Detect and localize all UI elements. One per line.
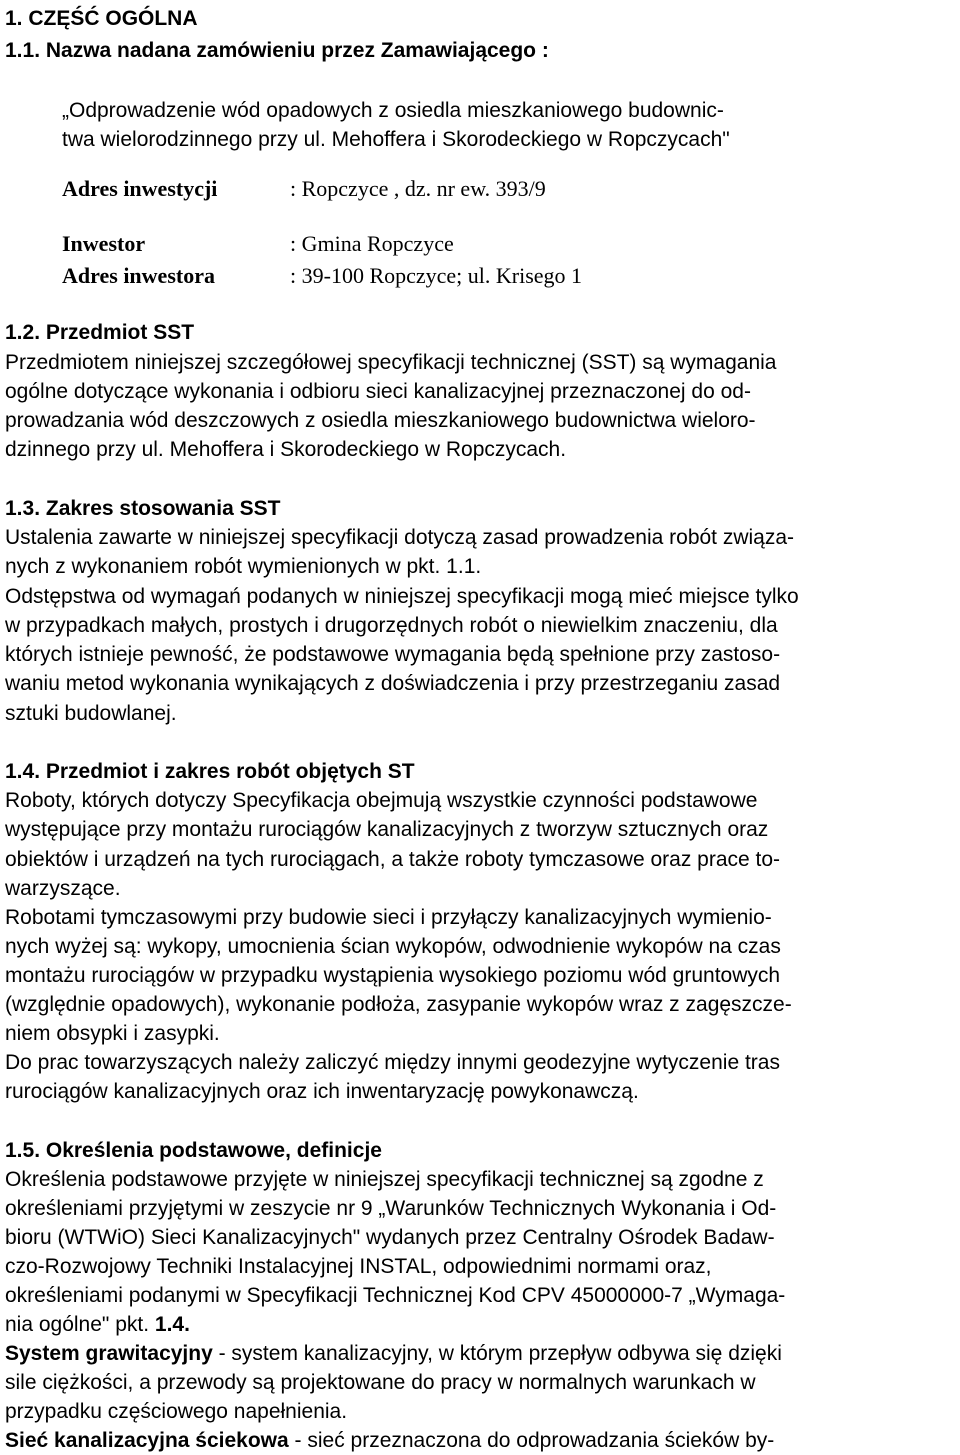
paragraph-line: określeniami podanymi w Specyfikacji Technicznej Kod CPV 45000000-7 „Wymaga- (5, 1284, 786, 1307)
paragraph-line: waniu metod wykonania wynikających z doświadczenia i przy przestrzeganiu zasad (5, 672, 781, 695)
heading-1-4: 1.4. Przedmiot i zakres robót objętych ST (5, 760, 415, 783)
paragraph-line: montażu rurociągów w przypadku wystąpienia wysokiego poziomu wód gruntowych (5, 964, 781, 987)
paragraph-line: Robotami tymczasowymi przy budowie sieci i przyłączy kanalizacyjnych wymienio- (5, 906, 772, 929)
paragraph-line: Do prac towarzyszących należy zaliczyć między innymi geodezyjne wytyczenie tras (5, 1051, 780, 1074)
paragraph-line: których istnieje pewność, że podstawowe wymagania będą spełnione przy zastoso- (5, 643, 781, 666)
paragraph-line: rurociągów kanalizacyjnych oraz ich inwentaryzację powykonawczą. (5, 1080, 639, 1103)
heading-1-3: 1.3. Zakres stosowania SST (5, 497, 281, 520)
section-title: 1. CZĘŚĆ OGÓLNA (5, 7, 198, 30)
heading-1-5: 1.5. Określenia podstawowe, definicje (5, 1139, 382, 1162)
definition-gravity-system (5, 1339, 782, 1368)
info-value-investor-address: : 39-100 Ropczyce; ul. Krisego 1 (290, 263, 583, 288)
paragraph-line: nych z wykonaniem robót wymienionych w pkt. 1.1. (5, 555, 482, 578)
paragraph-line: Określenia podstawowe przyjęte w niniejszej specyfikacji technicznej są zgodne z (5, 1168, 764, 1191)
paragraph-line: niem obsypki i zasypki. (5, 1022, 220, 1045)
definition-text: - system kanalizacyjny, w którym przepływ odbywa się dzięki (212, 1342, 782, 1365)
paragraph-line: czo-Rozwojowy Techniki Instalacyjnej INSTAL, odpowiednimi normami oraz, (5, 1255, 712, 1278)
paragraph-line: prowadzania wód deszczowych z osiedla mieszkaniowego budownictwa wieloro- (5, 409, 756, 432)
heading-1-2: 1.2. Przedmiot SST (5, 321, 195, 344)
paragraph-line: bioru (WTWiO) Sieci Kanalizacyjnych" wydanych przez Centralny Ośrodek Badaw- (5, 1226, 775, 1249)
paragraph-line: Ustalenia zawarte w niniejszej specyfikacji dotyczą zasad prowadzenia robót związa- (5, 526, 795, 549)
info-value-investment-address: : Ropczyce , dz. nr ew. 393/9 (290, 176, 546, 201)
paragraph-line: dzinnego przy ul. Mehoffera i Skorodeckiego w Ropczycach. (5, 438, 567, 461)
paragraph-line: przypadku częściowego napełnienia. (5, 1400, 348, 1423)
paragraph-line: warzyszące. (5, 877, 121, 900)
paragraph-line: sile ciężkości, a przewody są projektowane do pracy w normalnych warunkach w (5, 1371, 756, 1394)
paragraph-line (5, 1310, 190, 1339)
definition-term: Sieć kanalizacyjna ściekowa (5, 1429, 289, 1452)
paragraph-line: ogólne dotyczące wykonania i odbioru sieci kanalizacyjnej przeznaczonej do od- (5, 380, 751, 403)
info-label-investor-address: Adres inwestora (62, 263, 215, 288)
paragraph-line: określeniami przyjętymi w zeszycie nr 9 „Warunków Technicznych Wykonania i Od- (5, 1197, 777, 1220)
paragraph-line: nych wyżej są: wykopy, umocnienia ścian wykopów, odwodnienie wykopów na czas (5, 935, 781, 958)
reference-number: 1.4. (154, 1313, 190, 1336)
order-name-line-2: twa wielorodzinnego przy ul. Mehoffera i Skorodeckiego w Ropczycach" (62, 128, 730, 151)
subsection-heading-1-1: 1.1. Nazwa nadana zamówieniu przez Zamawiającego : (5, 39, 549, 62)
paragraph-line: Roboty, których dotyczy Specyfikacja obejmują wszystkie czynności podstawowe (5, 789, 758, 812)
order-name-line-1: „Odprowadzenie wód opadowych z osiedla mieszkaniowego budownic- (62, 99, 724, 122)
definition-text: - sieć przeznaczona do odprowadzania ścieków by- (288, 1429, 775, 1452)
definition-sewage-network (5, 1426, 774, 1455)
paragraph-line: Odstępstwa od wymagań podanych w niniejszej specyfikacji mogą mieć miejsce tylko (5, 585, 799, 608)
definition-term: System grawitacyjny (5, 1342, 213, 1365)
paragraph-line: obiektów i urządzeń na tych rurociągach, a także roboty tymczasowe oraz prace to- (5, 848, 781, 871)
paragraph-line: sztuki budowlanej. (5, 702, 177, 725)
info-value-investor: : Gmina Ropczyce (290, 231, 454, 256)
paragraph-text: nia ogólne" pkt. (5, 1313, 155, 1336)
info-label-investment-address: Adres inwestycji (62, 176, 218, 201)
info-label-investor: Inwestor (62, 231, 146, 256)
paragraph-line: (względnie opadowych), wykonanie podłoża, zasypanie wykopów wraz z zagęszcze- (5, 993, 792, 1016)
paragraph-line: Przedmiotem niniejszej szczegółowej specyfikacji technicznej (SST) są wymagania (5, 351, 777, 374)
paragraph-line: w przypadkach małych, prostych i drugorzędnych robót o niewielkim znaczeniu, dla (5, 614, 778, 637)
paragraph-line: występujące przy montażu rurociągów kanalizacyjnych z tworzyw sztucznych oraz (5, 818, 769, 841)
